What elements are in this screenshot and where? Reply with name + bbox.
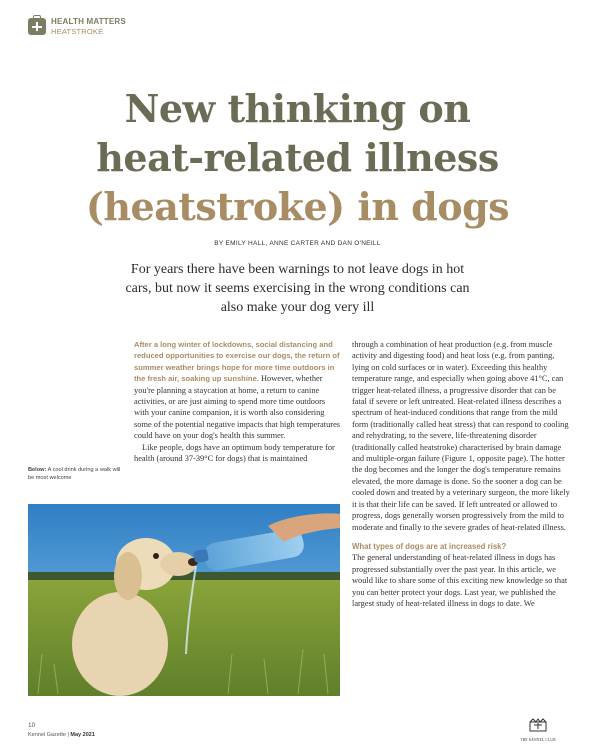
headline-line-1: New thinking on <box>124 86 471 131</box>
body-column-1 <box>134 339 342 464</box>
headline-line-3: (heatstroke) in dogs <box>85 184 510 229</box>
headline-line-2: heat-related illness <box>96 135 499 180</box>
dog-drinking-photo <box>28 504 340 696</box>
caption-text: A cool drink during a walk will be most welcome <box>28 467 121 481</box>
page-number: 10 <box>28 722 36 729</box>
publication-footer <box>28 732 95 738</box>
lead-paragraph: After a long winter of lockdowns, social distancing and reduced opportunities to exercise our dogs, the return of summer weather brings hope for more time outdoors in the fresh air, soaking up sunshine. <box>134 340 340 384</box>
first-aid-kit-icon <box>28 18 46 35</box>
paragraph: However, whether you're planning a staycation at home, a return to canine activities, or are just aiming to spend more time outdoors with your canine companion, it is worth also considering some of the potential negative impacts that high temperatures could have on your dog's health this summer. <box>134 374 341 441</box>
standfirst: For years there have been warnings to not leave dogs in hot cars, but now it seems exercising in the wrong conditions can also make your dog very ill <box>125 262 470 315</box>
logo-text: THE KENNEL CLUB <box>520 738 556 742</box>
body-column-2 <box>352 339 570 609</box>
caption-label: Below: <box>28 467 47 473</box>
kennel-club-logo <box>518 718 558 742</box>
paragraph: through a combination of heat production (e.g. from muscle activity and digesting food) and heat loss (e.g. from panting, lying on cold surfaces or in water). Exceeding this healthy temperature range, and especially when going above 41°C, can trigger heat-related illness, a progressive disorder that can be fatal if severe or left untreated. Heat-related illness describes a spectrum of heat-induced conditions that range from the mild form (traditionally called heat stress) that can respond to cooling and rehydrating, to the severe, life-threatening disorder (traditionally called heatstroke) characterised by brain damage and multiple-organ failure (Figure 1, opposite page). The hotter the dog becomes and the longer the dog's temperature remains elevated, the more damage is done. So the sooner a dog can be cooled down and treated by a veterinary surgeon, the more likely it is that their life can be saved. If left untreated or allowed to progress, dogs generally worsen progressively from the mild to moderate and finally to the severe grades of heat-related illness. <box>352 340 570 532</box>
paragraph: The general understanding of heat-related illness in dogs has progressed substantially over the past year. In this article, we would like to share some of this exciting new knowledge so that you can better protect your dogs. Last year, we published the largest study of heat-related illness in dogs to date. We <box>352 553 568 608</box>
publication-name: Kennel Gazette <box>28 732 66 738</box>
crest-icon <box>528 718 548 732</box>
section-title: HEALTH MATTERS <box>51 17 126 26</box>
subheading: What types of dogs are at increased risk? <box>352 541 507 551</box>
section-subtitle: HEATSTROKE <box>51 27 104 36</box>
footer-separator: | <box>65 732 71 738</box>
photo-caption <box>28 466 124 482</box>
article-headline <box>40 84 555 231</box>
issue-date: May 2021 <box>70 732 95 738</box>
byline: BY EMILY HALL, ANNE CARTER AND DAN O'NEILL <box>214 240 381 247</box>
paragraph: Like people, dogs have an optimum body temperature for health (around 37-39°C for dogs) that is maintained <box>134 442 335 464</box>
